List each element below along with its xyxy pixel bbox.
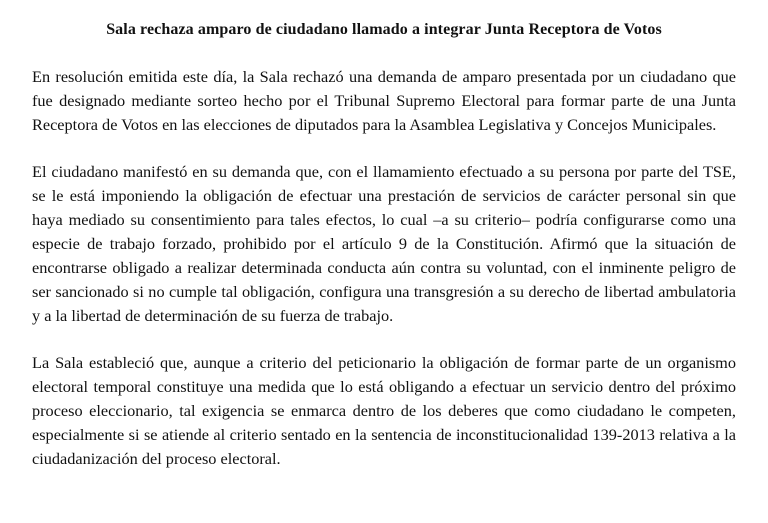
paragraph-resolution: En resolución emitida este día, la Sala rechazó una demanda de amparo presentada por un ciudadano que fue designado mediante sorteo hecho por el Tribunal Supremo Electoral para formar parte de una Junta Receptora de Votos en las elecciones de diputados para la Asamblea Legislativa y Concejos Municipales. (32, 67, 736, 134)
paragraph-citizen-claim: El ciudadano manifestó en su demanda que, con el llamamiento efectuado a su persona por parte del TSE, se le está imponiendo la obligación de efectuar una prestación de servicios de carácter personal sin que haya mediado su consentimiento para tales efectos, lo cual –a su criterio– podría configurarse como una especie de trabajo forzado, prohibido por el artículo 9 de la Constitución. Afirmó que la situación de encontrarse obligado a realizar determinada conducta aún contra su voluntad, con el inminente peligro de ser sancionado si no cumple tal obligación, configura una transgresión a su derecho de libertad ambulatoria y a la libertad de determinación de su fuerza de trabajo. (32, 162, 736, 325)
paragraph-court-ruling: La Sala estableció que, aunque a criterio del peticionario la obligación de formar parte de un organismo electoral temporal constituye una medida que lo está obligando a efectuar un servicio dentro del próximo proceso eleccionario, tal exigencia se enmarca dentro de los deberes que como ciudadano le competen, especialmente si se atiende al criterio sentado en la sentencia de inconstitucionalidad 139-2013 relativa a la ciudadanización del proceso electoral. (32, 353, 736, 468)
document-title: Sala rechaza amparo de ciudadano llamado a integrar Junta Receptora de Votos (106, 21, 662, 38)
